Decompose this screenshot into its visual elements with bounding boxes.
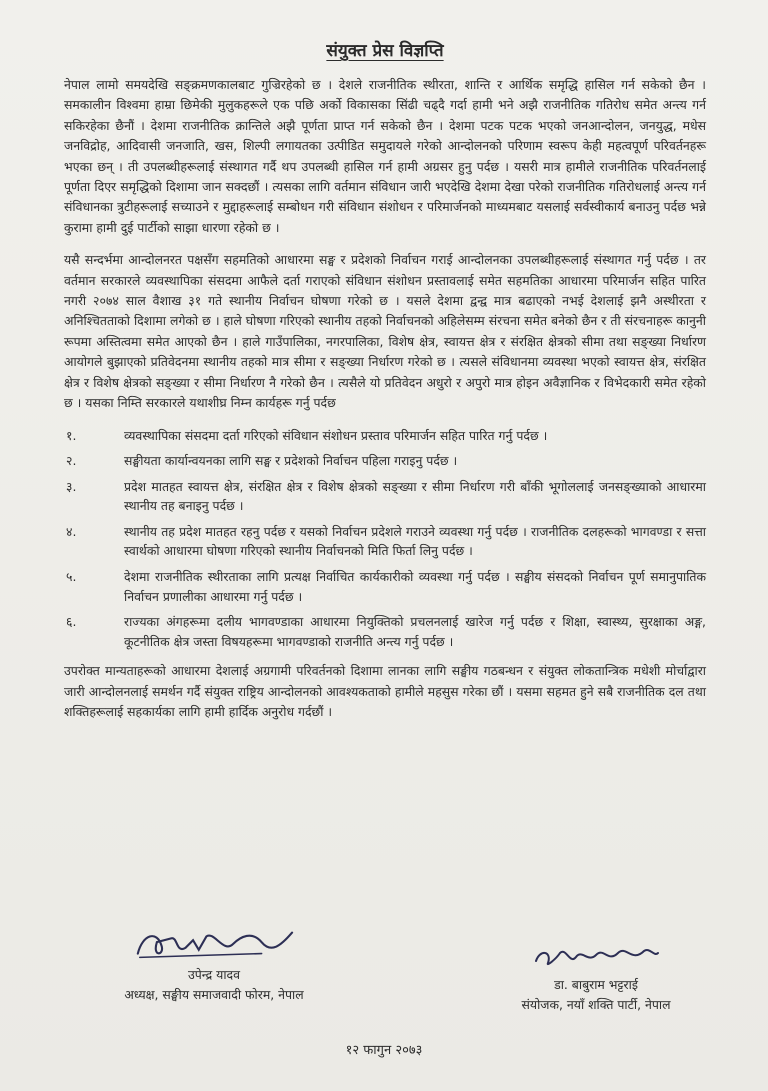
signature-upendra-yadav [114, 925, 314, 965]
signatory-left [84, 925, 344, 1005]
list-item [64, 522, 706, 561]
document-title: संयुक्त प्रेस विज्ञप्ति [326, 41, 444, 61]
list-text: राज्यका अंगहरूमा दलीय भागवण्डाका आधारमा नियुक्तिको प्रचलनलाई खारेज गर्नु पर्दछ र शिक्षा, स्वास्थ्य, सुरक्षाका अङ्ग, कूटनीतिक क्षेत्र जस्ता विषयहरूमा भागवण्डाको राजनीति अन्त्य गर्नु पर्दछ । [124, 614, 706, 649]
list-text: सङ्घीयता कार्यान्वयनका लागि सङ्घ र प्रदेशको निर्वाचन पहिला गराइनु पर्दछ । [124, 453, 458, 469]
list-number: ४. [66, 523, 77, 539]
list-text: स्थानीय तह प्रदेश मातहत रहनु पर्दछ र यसको निर्वाचन प्रदेशले गराउने व्यवस्था गर्नु पर्दछ । राजनीतिक दलहरूको भागवण्डा र सत्ता स्वार्थको आधारमा घोषणा गरिएको स्थानीय निर्वाचनको मिति फिर्ता लिनु पर्दछ । [124, 523, 706, 559]
signatory-title: अध्यक्ष, सङ्घीय समाजवादी फोरम, नेपाल [124, 987, 304, 1002]
context-paragraph: यसै सन्दर्भमा आन्दोलनरत पक्षसँग सहमतिको आधारमा सङ्घ र प्रदेशको निर्वाचन गराई आन्दोलनका उपलब्धीहरूलाई संस्थागत गर्नु पर्दछ । तर वर्तमान सरकारले व्यवस्थापिका संसदमा आफैले दर्ता गराएको संविधान संशोधन प्रस्तावलाई समेत सहमतिका आधारमा परिमार्जन सहित पारित नगरी २०७४ साल वैशाख ३१ गते स्थानीय निर्वाचन घोषणा गरेको छ । यसले देशमा द्वन्द्व मात्र बढाएको नभई देशलाई झनै अस्थीरता र अनिश्चितताको दिशामा लगेको छ । हाले घोषणा गरिएको स्थानीय तहको निर्वाचनको अहिलेसम्म संरचना समेत बनेको छैन र ती संरचनाहरू कानुनी रूपमा अस्तित्वमा समेत आएको छैन । हाले गाउँपालिका, नगरपालिका, विशेष क्षेत्र, स्वायत्त क्षेत्र र संरक्षित क्षेत्रको सीमा तथा सङ्ख्या निर्धारण आयोगले बुझाएको प्रतिवेदनमा स्थानीय तहको मात्र सीमा र सङ्ख्या निर्धारण गरेको छ । त्यसले संविधानमा व्यवस्था भएको स्वायत्त क्षेत्र, संरक्षित क्षेत्र र विशेष क्षेत्रको सङ्ख्या र सीमा निर्धारण नै गरेको छैन । त्यसैले यो प्रतिवेदन अधुरो र अपुरो मात्र होइन अवैज्ञानिक र विभेदकारी समेत रहेको छ । यसका निम्ति सरकारले यथाशीघ्र निम्न कार्यहरू गर्नु पर्दछ [64, 252, 706, 411]
list-number: २. [66, 453, 77, 469]
list-item [64, 426, 706, 446]
list-item [64, 477, 706, 516]
list-item [64, 451, 706, 471]
list-number: १. [66, 427, 77, 443]
list-text: प्रदेश मातहत स्वायत्त क्षेत्र, संरक्षित क्षेत्र र विशेष क्षेत्रको सङ्ख्या र सीमा निर्धारण गरी बाँकी भूगोललाई जनसङ्ख्याको आधारमा स्थानीय तह बनाइनु पर्दछ । [124, 478, 706, 514]
signatory-name: उपेन्द्र यादव [187, 967, 241, 982]
signatory-name: डा. बाबुराम भट्टराई [554, 977, 638, 992]
list-text: देशमा राजनीतिक स्थीरताका लागि प्रत्यक्ष निर्वाचित कार्यकारीको व्यवस्था गर्नु पर्दछ । सङ्घीय संसदको निर्वाचन पूर्ण समानुपातिक निर्वाचन प्रणालीका आधारमा गर्नु पर्दछ । [124, 569, 706, 604]
signatures-section [64, 925, 706, 1025]
signatory-title: संयोजक, नयाँ शक्ति पार्टी, नेपाल [521, 997, 671, 1012]
demands-list [64, 426, 706, 652]
document-date: १२ फागुन २०७३ [345, 1043, 423, 1058]
intro-paragraph: नेपाल लामो समयदेखि सङ्क्रमणकालबाट गुज्रिरहेको छ । देशले राजनीतिक स्थीरता, शान्ति र आर्थिक समृद्धि हासिल गर्न सकेको छैन । समकालीन विश्वमा हाम्रा छिमेकी मुलुकहरूले एक पछि अर्को विकासका सिंढी चढ्दै गर्दा हामी भने अझै राजनीतिक गतिरोध समेत अन्त्य गर्न सकिरहेका छैनौं । देशमा राजनीतिक क्रान्तिले अझै पूर्णता प्राप्त गर्न सकेको छैन । देशमा पटक पटक भएको जनआन्दोलन, जनयुद्ध, मधेस जनविद्रोह, आदिवासी जनजाति, खस, शिल्पी लगायतका उत्पीडित समुदायले गरेको आन्दोलनको परिणाम स्वरूप केही महत्वपूर्ण परिवर्तनहरू भएका छन् । ती उपलब्धीहरूलाई संस्थागत गर्दै थप उपलब्धी हासिल गर्न हामी अग्रसर हुनु पर्दछ । यसरी मात्र हामीले राजनीतिक परिवर्तनलाई पूर्णता दिएर समृद्धिको दिशामा जान सक्दछौं । त्यसका लागि वर्तमान संविधान जारी भएदेखि देशमा देखा परेको राजनीतिक गतिरोधलाई अन्त्य गर्न संविधानका त्रुटीहरूलाई सच्याउने र मुद्दाहरूलाई सम्बोधन गरी संविधान संशोधन र परिमार्जनको माध्यमबाट यसलाई सर्वस्वीकार्य बनाउनु पर्दछ भन्ने कुरामा हामी दुई पार्टीको साझा धारणा रहेको छ । [64, 77, 706, 235]
list-item [64, 567, 706, 606]
list-item [64, 612, 706, 651]
list-number: ६. [66, 614, 77, 630]
list-number: ३. [66, 478, 77, 494]
list-text: व्यवस्थापिका संसदमा दर्ता गरिएको संविधान संशोधन प्रस्ताव परिमार्जन सहित पारित गर्नु पर्दछ । [124, 427, 548, 443]
signature-baburam-bhattarai [526, 935, 666, 975]
closing-paragraph: उपरोक्त मान्यताहरूको आधारमा देशलाई अग्रगामी परिवर्तनको दिशामा लानका लागि सङ्घीय गठबन्धन र संयुक्त लोकतान्त्रिक मधेशी मोर्चाद्वारा जारी आन्दोलनलाई समर्थन गर्दै संयुक्त राष्ट्रिय आन्दोलनको आवश्यकताको हामीले महसुस गरेका छौं । यसमा सहमत हुने सबै राजनीतिक दल तथा शक्तिहरूलाई सहकार्यका लागि हामी हार्दिक अनुरोध गर्दछौं । [64, 663, 706, 720]
signatory-right [486, 935, 706, 1015]
list-number: ५. [66, 569, 77, 585]
